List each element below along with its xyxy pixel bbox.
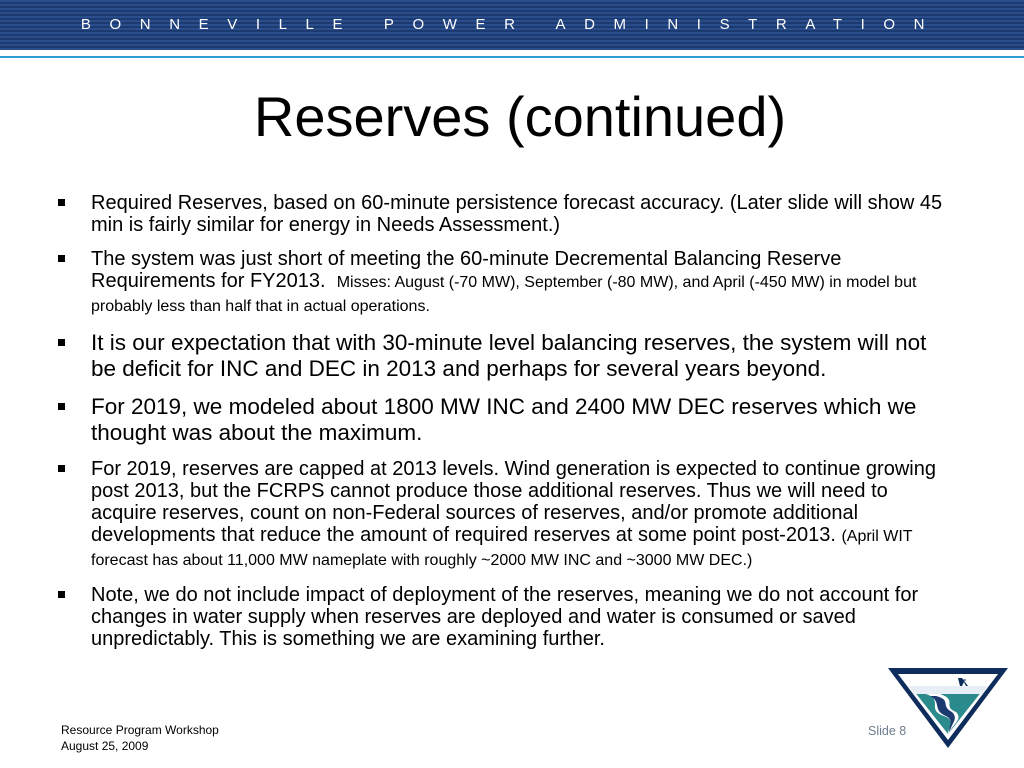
- footer-date: August 25, 2009: [61, 739, 149, 753]
- bullet-item: [56, 192, 946, 236]
- bullet-text: The system was just short of meeting the 60-minute Decremental Balancing Reserve Requirements for FY2013.: [91, 248, 842, 292]
- header-banner: [0, 0, 1024, 50]
- square-bullet-icon: [58, 199, 65, 206]
- bullet-item: [56, 248, 946, 318]
- square-bullet-icon: [58, 403, 65, 410]
- bullet-item: [56, 330, 946, 382]
- square-bullet-icon: [58, 591, 65, 598]
- bpa-logo-icon: [886, 664, 1010, 752]
- bullet-item: [56, 584, 946, 650]
- bullet-list: [56, 192, 946, 662]
- bullet-note: (April WIT forecast has about 11,000 MW nameplate with roughly ~2000 MW INC and ~3000 MW DEC.): [91, 528, 913, 569]
- organization-name: BONNEVILLE POWER ADMINISTRATION: [80, 16, 944, 33]
- slide-title: Reserves (continued): [253, 85, 787, 148]
- header-divider-white: [0, 50, 1024, 53]
- bullet-text: It is our expectation that with 30-minute level balancing reserves, the system will not be deficit for INC and DEC in 2013 and perhaps for several years beyond.: [91, 330, 927, 381]
- square-bullet-icon: [58, 465, 65, 472]
- bullet-item: [56, 458, 946, 572]
- bullet-text: For 2019, we modeled about 1800 MW INC and 2400 MW DEC reserves which we thought was about the maximum.: [91, 394, 917, 445]
- header-divider-blue: [0, 56, 1024, 58]
- bullet-text: Note, we do not include impact of deployment of the reserves, meaning we do not account for changes in water supply when reserves are deployed and water is consumed or saved unpredictably. This is something we are examining further.: [91, 584, 919, 650]
- bullet-text: For 2019, reserves are capped at 2013 levels. Wind generation is expected to continue growing post 2013, but the FCRPS cannot produce those additional reserves. Thus we will need to acquire reserves, count on non-Federal sources of reserves, and/or promote additional developments that reduce the amount of required reserves at some point post-2013.: [91, 458, 936, 546]
- square-bullet-icon: [58, 255, 65, 262]
- bullet-item: [56, 394, 946, 446]
- footer-info: [61, 722, 219, 754]
- slide-number: Slide 8: [868, 724, 907, 738]
- square-bullet-icon: [58, 339, 65, 346]
- bullet-text: Required Reserves, based on 60-minute persistence forecast accuracy. (Later slide will show 45 min is fairly similar for energy in Needs Assessment.): [91, 192, 943, 236]
- bullet-note: Misses: August (-70 MW), September (-80 MW), and April (-450 MW) in model but probably less than half that in actual operations.: [91, 274, 917, 315]
- footer-event: Resource Program Workshop: [61, 723, 219, 737]
